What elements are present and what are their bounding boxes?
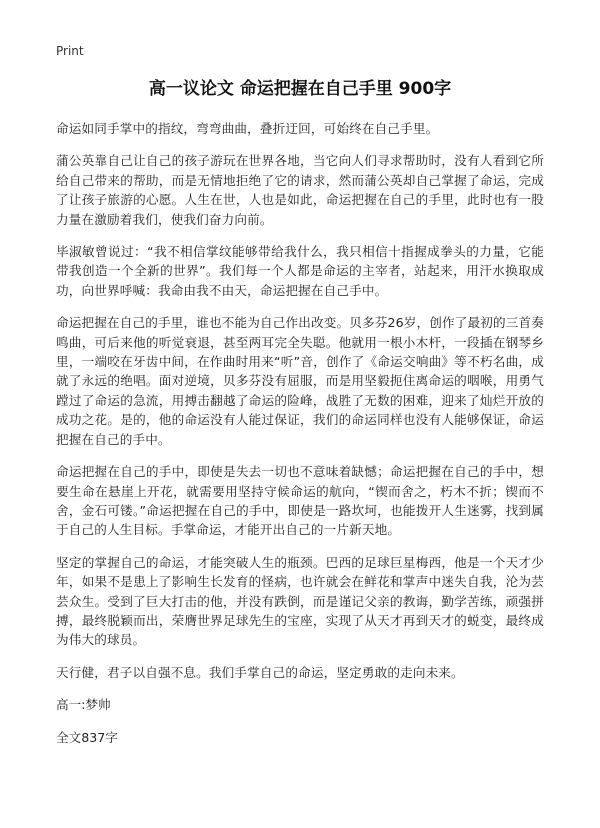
- paragraph-6: 坚定的掌握自己的命运，才能突破人生的瓶颈。巴西的足球巨星梅西，他是一个天才少年，如果不是患上了影响生长发育的怪病，也许就会在鲜花和掌声中迷失自我，沦为芸芸众生。受到了巨大打击的他，并没有跌倒，而是谨记父亲的教诲，勤学苦练，顽强拼搏，最终脱颖而出，荣膺世界足球先生的宝座，实现了从天才再到天才的蜕变，最终成为伟大的球员。: [56, 554, 544, 648]
- paragraph-4: 命运把握在自己的手里，谁也不能为自己作出改变。贝多芬26岁，创作了最初的三首奏鸣曲，可后来他的听觉衰退，甚至两耳完全失聪。他就用一根小木杆，一段插在钢琴乡里，一端咬在牙齿中间，在作曲时用来“听”音，创作了《命运交响曲》等不朽名曲，成就了永远的绝唱。面对逆境，贝多芬没有屈服，而是用坚毅扼住离命运的咽喉，用勇气蹚过了命运的急流，用搏击翻越了命运的险峰，战胜了无数的困难，迎来了灿烂开放的成功之花。是的，他的命运没有人能过保证，我们的命运同样也没有人能够保证，命运把握在自己的手中。: [56, 315, 544, 447]
- author-line: 高一:梦帅: [56, 697, 111, 713]
- paragraph-3: 毕淑敏曾说过：“我不相信掌纹能够带给我什么，我只相信十指握成拳头的力量，它能带我创造一个全新的世界”。我们每一个人都是命运的主宰者，站起来，用汗水换取成功，向世界呼喊：我命由我不由天，命运把握在自己手中。: [56, 244, 544, 298]
- article-body: [56, 119, 544, 747]
- word-count: 全文837字: [56, 729, 118, 745]
- paragraph-5: 命运把握在自己的手中，即使是失去一切也不意味着缺憾；命运把握在自己的手中，想要生命在悬崖上开花，就需要用坚持守候命运的航向，“锲而舍之，朽木不折；锲而不舍，金石可镂。”命运把握在自己的手中，即使是一路坎坷，也能拨开人生迷雾，找到属于自己的人生目标。手掌命运，才能开出自己的一片新天地。: [56, 464, 544, 538]
- print-link[interactable]: Print: [56, 44, 84, 58]
- paragraph-1: 命运如同手掌中的指纹，弯弯曲曲，叠折迂回，可始终在自己手里。: [56, 121, 439, 136]
- page-title: 高一议论文 命运把握在自己手里 900字: [148, 79, 452, 99]
- paragraph-7: 天行健，君子以自强不息。我们手掌自己的命运，坚定勇敢的走向未来。: [56, 664, 464, 680]
- paragraph-2: 蒲公英靠自己让自己的孩子游玩在世界各地，当它向人们寻求帮助时，没有人看到它所给自己带来的帮助，而是无情地拒绝了它的请求，然而蒲公英却自己掌握了命运，完成了让孩子旅游的心愿。人生在世，人也是如此，命运把握在自己的手里，此时也有一股力量在激励着我们，使我们奋力向前。: [56, 153, 544, 227]
